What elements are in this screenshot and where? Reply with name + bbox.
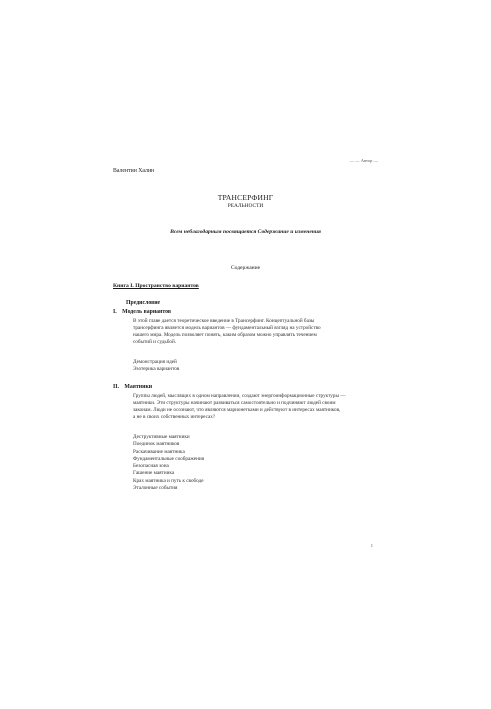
section-1-paragraph: [133, 318, 378, 346]
section-1-list: [133, 359, 179, 374]
corner-note: — — Автор —: [349, 158, 378, 163]
dedication: Всем неблагодарным посвящается Содержание и изменения: [170, 229, 321, 235]
section-2-line: а не в своих собственных интересах?: [133, 414, 216, 420]
list-item: Эталонные события: [133, 485, 178, 492]
list-item: Гашение маятника: [133, 470, 175, 477]
book-subtitle: РЕАЛЬНОСТИ: [227, 203, 264, 209]
list-item: Демонстрация идей: [133, 359, 177, 365]
section-1-line: трансерфинга является модель вариантов — фундаментальный взгляд на устройство: [133, 325, 321, 331]
section-1-heading: [113, 309, 171, 315]
preface-heading: Предисловие: [126, 300, 161, 306]
list-item: Безопасная зона: [133, 463, 169, 470]
section-2-line: маятники. Эти структуры начинают развиваться самостоятельно и подчиняют людей своим: [133, 400, 336, 406]
list-item: Эзотерика вариантов: [133, 366, 180, 373]
section-2-line: Группы людей, мыслящих в одном направлении, создают энергоинформационные структуры —: [133, 393, 346, 399]
section-1-line: нашего мира. Модель позволяет понять, каким образом можно управлять течением: [133, 332, 317, 338]
section-2-paragraph: [133, 393, 378, 421]
author-name: Валентин Халин: [113, 168, 155, 174]
section-1-line: событий и судьбой.: [133, 339, 177, 345]
section-2-title: Маятники: [124, 384, 153, 390]
section-2-heading: [113, 384, 152, 390]
book-title: ТРАНСЕРФИНГ: [217, 193, 274, 202]
section-1-line: В этой главе дается теоретическое введение в Трансерфинг. Концептуальной базы: [133, 318, 315, 324]
section-2-list: [133, 434, 204, 492]
section-1-title: Модель вариантов: [122, 309, 172, 315]
title-block: [0, 193, 491, 209]
list-item: Деструктивные маятники: [133, 434, 190, 440]
page-number: 1: [370, 543, 373, 548]
list-item: Раскачивание маятника: [133, 448, 185, 455]
section-1-number: I.: [113, 309, 117, 315]
section-2-number: II.: [113, 384, 119, 390]
book-heading: Книга I. Пространство вариантов: [113, 283, 199, 289]
list-item: Поединок маятников: [133, 441, 180, 448]
section-2-line: законам. Люди не осознают, что являются марионетками и действуют в интересах маятников,: [133, 407, 341, 413]
list-item: Фундаментальные соображения: [133, 455, 205, 462]
toc-heading: Содержание: [230, 265, 261, 271]
list-item: Крах маятника и путь к свободе: [133, 477, 204, 484]
